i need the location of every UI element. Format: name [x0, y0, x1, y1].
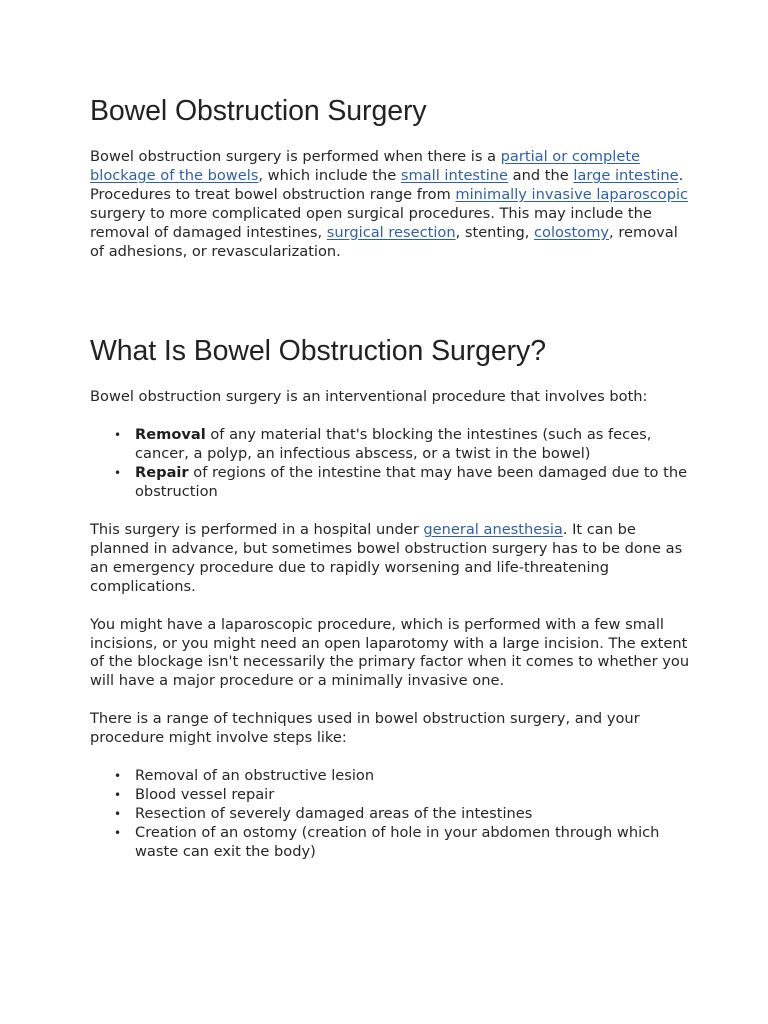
link-surgical-resection[interactable]: surgical resection	[326, 223, 456, 241]
link-minimally-invasive-laparoscopic[interactable]: minimally invasive laparoscopic	[455, 185, 689, 203]
link-small-intestine[interactable]: small intestine	[400, 166, 509, 184]
intro-paragraph	[90, 148, 690, 261]
link-general-anesthesia[interactable]: general anesthesia	[423, 520, 563, 538]
intro-text: Bowel obstruction surgery is performed when there is a	[90, 148, 501, 165]
intro-text: , stenting,	[455, 223, 534, 241]
list-item-text: Blood vessel repair	[135, 785, 275, 803]
steps-list	[90, 767, 690, 862]
list-item-text: of any material that's blocking the intestines (such as feces, cancer, a polyp, an infectious abscess, or a twist in the bowel)	[135, 426, 652, 463]
list-item-text: of regions of the intestine that may have been damaged due to the obstruction	[135, 464, 688, 501]
bullet-icon: •	[114, 787, 122, 802]
bullet-icon: •	[114, 825, 122, 840]
bullet-icon: •	[114, 428, 122, 443]
list-item	[90, 805, 690, 824]
list-item	[90, 824, 690, 862]
intro-text: and the	[508, 166, 574, 184]
list-item	[90, 786, 690, 805]
bullet-icon: •	[114, 466, 122, 481]
list-item	[90, 464, 690, 502]
list-item-bold: Removal	[135, 426, 206, 444]
involves-list	[90, 426, 690, 502]
laparoscopic-paragraph: You might have a laparoscopic procedure, which is performed with a few small incisions, or you might need an open laparotomy with a large incision. The extent of the blockage isn't necessarily the primary factor when it comes to whether you will have a major procedure or a minimally invasive one.	[90, 615, 690, 690]
list-item-bold: Repair	[135, 464, 189, 482]
list-item-text: Creation of an ostomy (creation of hole in your abdomen through which waste can exit the body)	[135, 823, 660, 860]
intro-text: surgery to more complicated open surgical procedures. This may include the removal of damaged intestines,	[90, 204, 652, 241]
link-partial-complete-blockage[interactable]: partial or complete blockage of the bowels	[90, 148, 641, 184]
page-title: Bowel Obstruction Surgery	[90, 95, 427, 127]
intro-text: . Procedures to treat bowel obstruction range from	[90, 166, 684, 203]
link-colostomy[interactable]: colostomy	[534, 223, 610, 241]
hospital-paragraph	[90, 521, 690, 597]
intro-text: , which include the	[258, 166, 401, 184]
list-item-text: Removal of an obstructive lesion	[135, 767, 375, 785]
list-item	[90, 767, 690, 786]
techniques-paragraph: There is a range of techniques used in bowel obstruction surgery, and your procedure might involve steps like:	[90, 710, 640, 747]
hospital-text: . It can be planned in advance, but sometimes bowel obstruction surgery has to be done as an emergency procedure due to rapidly worsening and life-threatening complications.	[90, 520, 683, 595]
hospital-text: This surgery is performed in a hospital under	[90, 520, 424, 538]
what-intro-paragraph: Bowel obstruction surgery is an interventional procedure that involves both:	[90, 388, 648, 406]
intro-text: , removal of adhesions, or revascularization.	[90, 223, 678, 260]
section-heading: What Is Bowel Obstruction Surgery?	[90, 335, 546, 368]
link-large-intestine[interactable]: large intestine	[573, 166, 679, 184]
bullet-icon: •	[114, 769, 122, 784]
bullet-icon: •	[114, 806, 122, 821]
list-item	[90, 426, 690, 464]
list-item-text: Resection of severely damaged areas of the intestines	[135, 804, 533, 822]
document-page	[90, 92, 690, 862]
